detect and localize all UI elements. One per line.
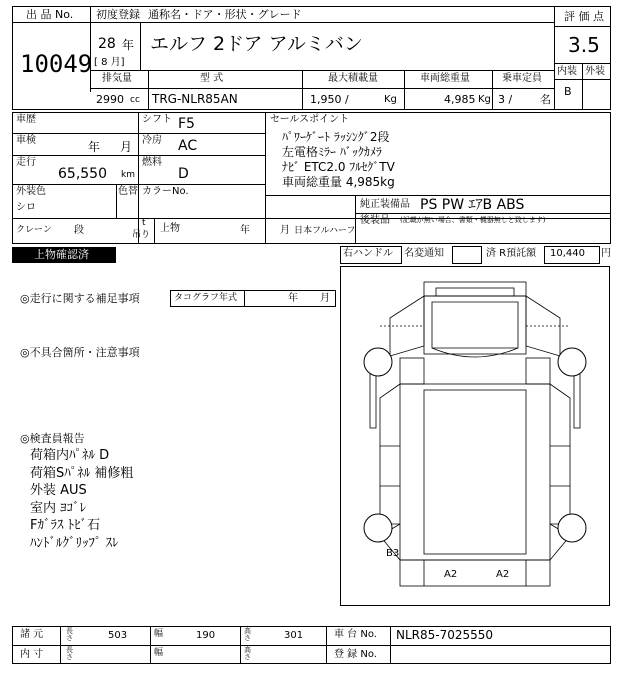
- chassis-number: NLR85-7025550: [396, 628, 494, 642]
- recycle-label: 済 R預託額: [486, 248, 537, 259]
- rear-panel: [400, 560, 550, 586]
- length-label: 長さ: [66, 627, 73, 643]
- width-label-2: 幅: [154, 648, 164, 658]
- crane-ton: t: [142, 218, 146, 228]
- height-value: 301: [284, 630, 304, 641]
- chassis-label: 車 台 No.: [334, 629, 377, 640]
- inspector-report-heading: ◎検査員報告: [20, 432, 85, 445]
- truck-diagram: [340, 266, 610, 606]
- capacity-value: 3 /: [498, 93, 513, 106]
- inspector-report-list: [30, 447, 133, 552]
- door-right: [526, 358, 550, 384]
- max-load-label: 最大積載量: [328, 73, 378, 84]
- aftermarket-label: 後装品: [360, 215, 390, 226]
- exterior-color-label: 外装色: [16, 186, 46, 197]
- recycle-unit: 円: [601, 248, 611, 259]
- history-label: 車歴: [16, 114, 36, 125]
- tachograph-month: 月: [320, 293, 330, 304]
- sales-point-line: 車両総重量 4,985kg: [282, 175, 395, 189]
- steering-value: 右ハンドル: [343, 248, 393, 259]
- mileage-unit: km: [121, 170, 135, 180]
- shift-label: シフト: [142, 114, 172, 125]
- inspector-report-line: 外装 AUS: [30, 483, 87, 498]
- inspector-report-line: 室内 ﾖｺﾞﾚ: [30, 500, 87, 516]
- shift-value: F5: [178, 116, 195, 132]
- first-registration-year-unit: 年: [122, 38, 135, 52]
- first-registration-year: 28: [98, 36, 116, 52]
- mileage-label: 走行: [16, 157, 36, 168]
- exterior-color: シロ: [16, 202, 36, 213]
- body-check-banner: 上物確認済: [12, 247, 116, 263]
- crane-label: クレーン: [16, 225, 52, 235]
- wheel-rear-right: [558, 514, 586, 542]
- notice-label: 名変通知: [404, 248, 444, 259]
- tachograph-year: 年: [288, 293, 298, 304]
- first-registration-month: [ 8 月]: [94, 57, 125, 68]
- gross-weight-unit: Kg: [478, 94, 491, 105]
- color-code-label: カラーNo.: [142, 186, 189, 197]
- cab-roof: [424, 296, 526, 354]
- inspector-report-line: Fｶﾞﾗｽ ﾄﾋﾞ石: [30, 518, 101, 533]
- inspection-year-unit: 年: [88, 140, 101, 154]
- body-month: 月: [280, 225, 290, 236]
- interior-dimensions-label: 内 寸: [20, 649, 44, 660]
- length-value: 503: [108, 630, 128, 641]
- body-year: 年: [240, 225, 250, 236]
- sales-points-label: セールスポイント: [270, 114, 350, 125]
- displacement-label: 排気量: [102, 73, 132, 84]
- notice-box: [452, 246, 482, 264]
- sales-point-line: ﾊﾟﾜｰｹﾞｰﾄ ﾗｯｼﾝｸﾞ2段: [282, 130, 390, 144]
- height-label: 高さ: [244, 627, 251, 643]
- wheel-front-right: [558, 348, 586, 376]
- equipment-value: PS PW ｴｱB ABS: [420, 197, 525, 213]
- model-code: TRG-NLR85AN: [152, 92, 238, 106]
- ac-value: AC: [178, 138, 198, 154]
- crane-step: 段: [74, 225, 84, 236]
- dimensions-label: 諸 元: [20, 629, 44, 640]
- inspection-label: 車検: [16, 135, 36, 146]
- front-bumper: [424, 282, 526, 296]
- lot-number-label: 出 品 No.: [26, 8, 74, 21]
- first-registration-label: 初度登録: [96, 8, 140, 21]
- recycle-amount: 10,440: [550, 248, 585, 259]
- gross-weight-value: 4,985: [444, 93, 476, 106]
- length-label-2: 長さ: [66, 646, 73, 662]
- registration-label: 登 録 No.: [334, 649, 377, 660]
- equipment-label: 純正装備品: [360, 199, 410, 210]
- aftermarket-note: (記載が無い場合、書類・機器無しと致します): [400, 216, 546, 224]
- width-value: 190: [196, 630, 216, 641]
- inspection-month-unit: 月: [120, 140, 133, 154]
- sales-point-line: 左電格ﾐﾗｰ ﾊﾞｯｸｶﾒﾗ: [282, 145, 382, 159]
- cab-left-front: [390, 296, 424, 356]
- damage-mark-a2-left: A2: [444, 569, 458, 580]
- cargo-box-top: [400, 384, 550, 560]
- capacity-label: 乗車定員: [502, 73, 542, 84]
- color-change-label: 色替: [118, 186, 138, 197]
- max-load-value: 1,950 /: [310, 93, 349, 106]
- crane-hang: 吊り: [132, 230, 151, 240]
- model-name: エルフ 2ドア アルミバン: [150, 33, 363, 55]
- fuel-label: 燃料: [142, 157, 162, 168]
- model-code-label: 型 式: [200, 73, 224, 84]
- inspector-report-line: 荷箱内ﾊﾟﾈﾙ D: [30, 448, 110, 463]
- score-value: 3.5: [568, 33, 600, 57]
- max-load-unit: Kg: [384, 94, 397, 105]
- damage-mark-b3: B3: [386, 548, 400, 559]
- displacement-value: 2990: [96, 93, 124, 106]
- score-label: 評 価 点: [564, 10, 604, 23]
- interior-grade: B: [564, 85, 572, 98]
- damage-mark-a2-right: A2: [496, 569, 510, 580]
- tachograph-label: タコグラフ年式: [174, 293, 238, 303]
- model-description-label: 通称名・ドア・形状・グレード: [148, 8, 302, 21]
- sales-point-line: ﾅﾋﾞ ETC2.0 ﾌﾙｾｸﾞTV: [282, 160, 395, 174]
- exterior-grade-label: 外装: [585, 66, 605, 77]
- mileage-value: 65,550: [58, 166, 107, 182]
- interior-grade-label: 内装: [557, 66, 577, 77]
- body-label: 上物: [160, 223, 180, 234]
- inspector-report-line: 荷箱Sﾊﾟﾈﾙ 補修粗: [30, 465, 134, 481]
- width-label: 幅: [154, 629, 164, 639]
- height-label-2: 高さ: [244, 646, 251, 662]
- ac-label: 冷房: [142, 135, 162, 146]
- driving-notes-heading: ◎走行に関する補足事項: [20, 292, 140, 305]
- fuel-value: D: [178, 166, 189, 182]
- wheel-rear-left: [364, 514, 392, 542]
- front-grille: [436, 288, 514, 296]
- capacity-unit: 名: [540, 93, 551, 106]
- gross-weight-label: 車両総重量: [420, 73, 470, 84]
- wheel-front-left: [364, 348, 392, 376]
- defects-heading: ◎不具合箇所・注意事項: [20, 346, 140, 359]
- body-maker: 日本フルハーフ: [294, 226, 356, 236]
- door-left: [400, 358, 424, 384]
- displacement-unit: cc: [130, 95, 140, 105]
- lot-number: 10049: [20, 50, 93, 78]
- inspector-report-line: ﾊﾝﾄﾞﾙｸﾞﾘｯﾌﾟ ｽﾚ: [30, 535, 119, 551]
- sales-points-list: [282, 130, 395, 190]
